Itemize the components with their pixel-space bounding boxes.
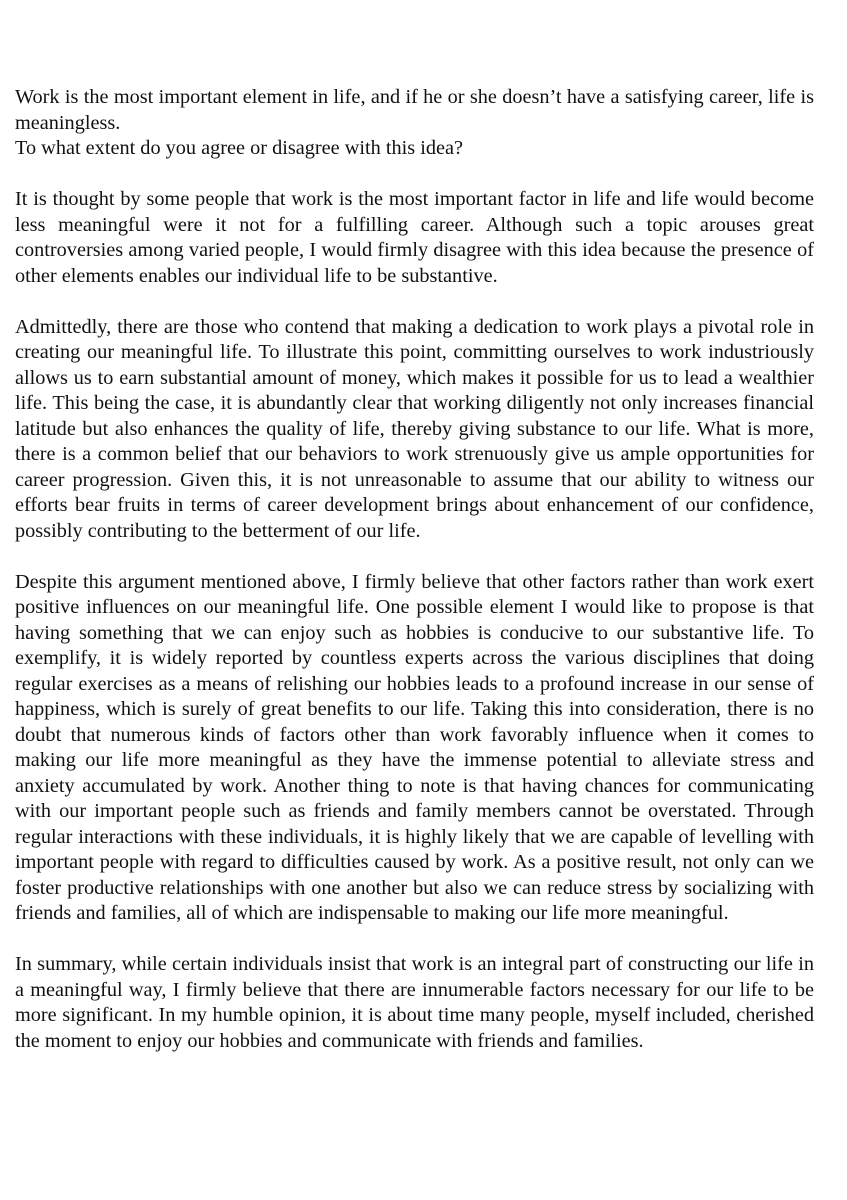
body-paragraph-2: Despite this argument mentioned above, I firmly believe that other factors rather than work exert positive influences on our meaningful life. One possible element I would like to propose is that having something that we can enjoy such as hobbies is conducive to our substantive life. To exemplify, it is widely reported by countless experts across the various disciplines that doing regular exercises as a means of relishing our hobbies leads to a profound increase in our sense of happiness, which is surely of great benefits to our life. Taking this into consideration, there is no doubt that numerous kinds of factors other than work favorably influence when it comes to making our life more meaningful as they have the immense potential to alleviate stress and anxiety accumulated by work. Another thing to note is that having chances for communicating with our important people such as friends and family members cannot be overstated. Through regular interactions with these individuals, it is highly likely that we are capable of levelling with important people with regard to difficulties caused by work. As a positive result, not only can we foster productive relationships with one another but also we can reduce stress by socializing with friends and families, all of which are indispensable to making our life more meaningful. [15, 570, 814, 924]
conclusion-paragraph: In summary, while certain individuals insist that work is an integral part of constructing our life in a meaningful way, I firmly believe that there are innumerable factors necessary for our life to be more significant. In my humble opinion, it is about time many people, myself included, cherished the moment to enjoy our hobbies and communicate with friends and families. [15, 953, 814, 1052]
introduction-paragraph: It is thought by some people that work is the most important factor in life and life would become less meaningful were it not for a fulfilling career. Although such a topic arouses great controversies among varied people, I would firmly disagree with this idea because the presence of other elements enables our individual life to be substantive. [15, 188, 814, 287]
essay-prompt [15, 85, 814, 162]
prompt-question: To what extent do you agree or disagree with this idea? [15, 137, 463, 159]
prompt-statement: Work is the most important element in life, and if he or she doesn’t have a satisfying career, life is meaningless. [15, 86, 814, 134]
body-paragraph-1: Admittedly, there are those who contend that making a dedication to work plays a pivotal role in creating our meaningful life. To illustrate this point, committing ourselves to work industriously allows us to earn substantial amount of money, which makes it possible for us to lead a wealthier life. This being the case, it is abundantly clear that working diligently not only increases financial latitude but also enhances the quality of life, thereby giving substance to our life. What is more, there is a common belief that our behaviors to work strenuously give us ample opportunities for career progression. Given this, it is not unreasonable to assume that our ability to witness our efforts bear fruits in terms of career development brings about enhancement of our confidence, possibly contributing to the betterment of our life. [15, 315, 814, 542]
